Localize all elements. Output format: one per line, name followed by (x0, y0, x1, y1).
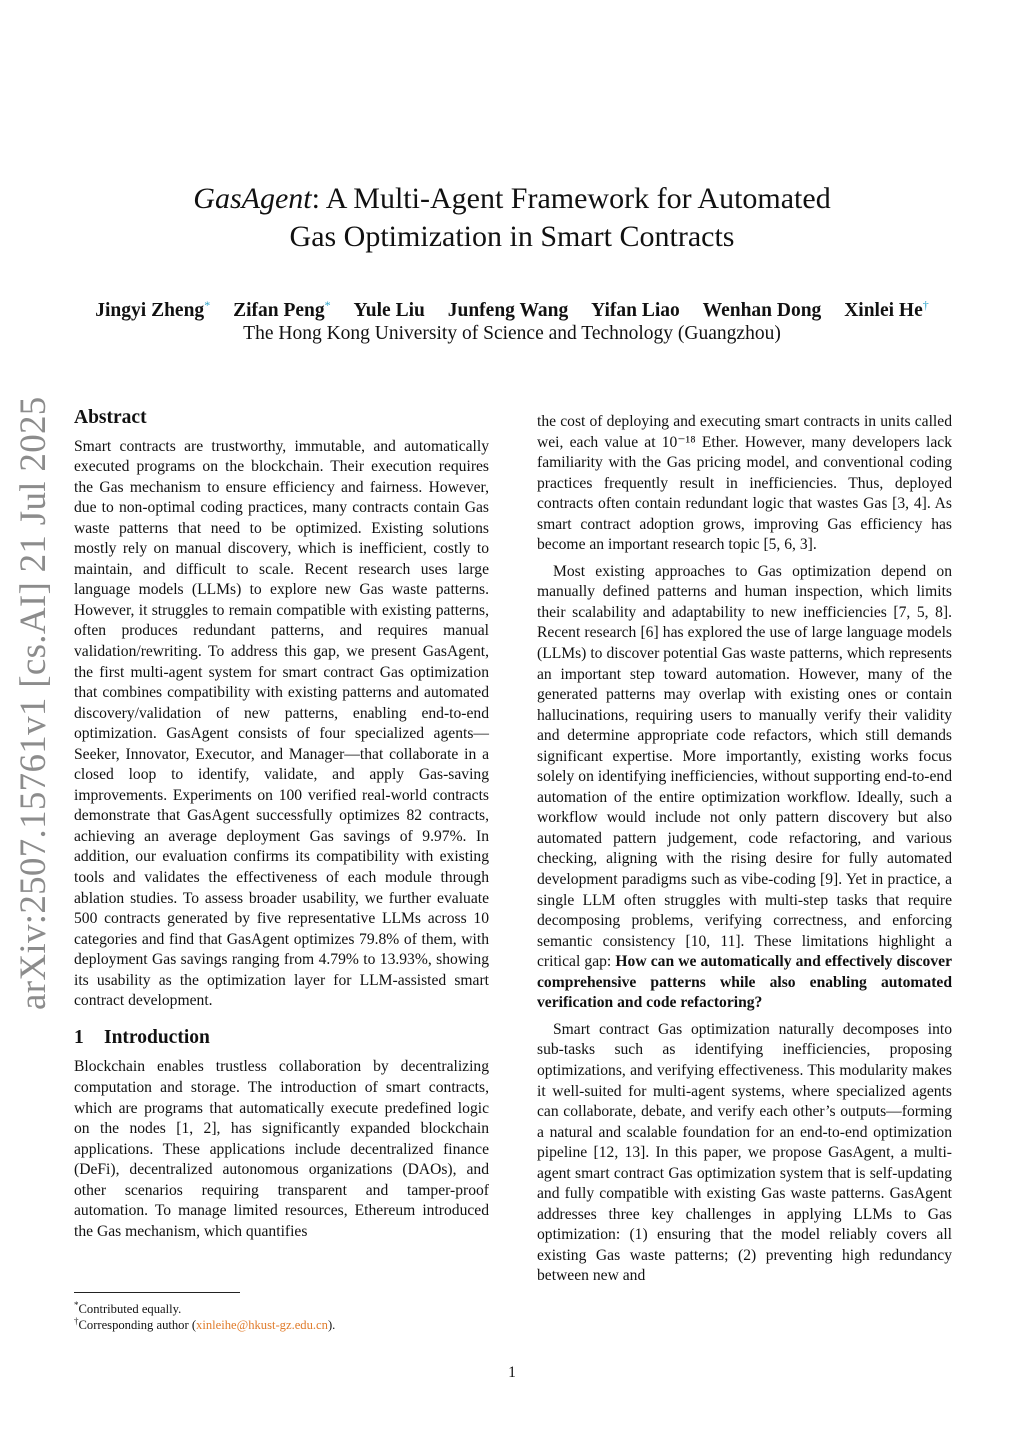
section-title: Introduction (104, 1026, 210, 1048)
section-heading-introduction (74, 1028, 489, 1049)
arxiv-stamp: arXiv:2507.15761v1 [cs.AI] 21 Jul 2025 (13, 396, 54, 1010)
intro-paragraph-3: Most existing approaches to Gas optimization depend on manually defined patterns and human inspection, which limits their scalability and adaptability to new inefficiencies [7, 5, 8]. Recent research [6] has explored the use of large language models (LLMs) to discover potential Gas waste patterns, which represents an important step toward automation. However, many of the generated patterns may overlap with existing ones or contain hallucinations, requiring users to manually verify their validity and determine appropriate code refactors, which still demands significant expertise. More importantly, existing works focus solely on identifying inefficiencies, without supporting end-to-end automation of the entire optimization workflow. Ideally, such a workflow would include not only pattern discovery but also automated pattern judgement, code refactoring, and various checking, aligning with the rising desire for fully automated development paradigms such as vibe-coding [9]. Yet in practice, a single LLM often struggles with multi-step tasks that require decomposing problems, verifying correctness, and enforcing semantic consistency [10, 11]. These limitations highlight a critical gap: How can we automatically and effectively discover comprehensive patterns while also enabling automated verification and code refactoring? (537, 562, 952, 1012)
affiliation: The Hong Kong University of Science and Technology (Guangzhou) (243, 323, 781, 344)
title-system-name: GasAgent (193, 182, 312, 215)
author-list (0, 298, 1024, 322)
title-line-2: Gas Optimization in Smart Contracts (289, 220, 735, 253)
page-number: 1 (508, 1364, 516, 1381)
email-link[interactable]: xinleihe@hkust-gz.edu.cn (196, 1318, 328, 1332)
research-question: How can we automatically and effectively discover comprehensive patterns while also enabling automated verification and code refactoring? (537, 953, 952, 1012)
right-column (537, 412, 952, 1287)
title-line-1: : A Multi-Agent Framework for Automated (311, 182, 831, 215)
author: Wenhan Dong (702, 300, 822, 321)
abstract-heading: Abstract (74, 407, 147, 428)
author: Yifan Liao (591, 300, 680, 321)
author: Yule Liu (353, 300, 425, 321)
author: Zifan Peng* (233, 298, 331, 321)
author: Junfeng Wang (447, 300, 569, 321)
intro-paragraph-1: Blockchain enables trustless collaboration by decentralizing computation and storage. The introduction of smart contracts, which are programs that automatically execute predefined logic on the nodes [1, 2], has significantly expanded blockchain applications. These applications include decentralized finance (DeFi), decentralized autonomous organizations (DAOs), and other scenarios requiring transparent and tamper-proof automation. To manage limited resources, Ethereum introduced the Gas mechanism, which quantifies (74, 1058, 489, 1240)
author: Jingyi Zheng* (95, 298, 211, 321)
paper-title (0, 180, 1024, 256)
intro-paragraph-2: the cost of deploying and executing smart contracts in units called wei, each value at 10⁻¹⁸ Ether. However, many developers lack familiarity with the Gas pricing model, and conventional coding practices frequently result in inefficiencies. Thus, deployed contracts often contain redundant logic that wastes Gas [3, 4]. As smart contract adoption grows, improving Gas efficiency has become an important research topic [5, 6, 3]. (537, 413, 952, 554)
footnote-corresponding-author: †Corresponding author (xinleihe@hkust-gz.edu.cn). (74, 1316, 336, 1332)
intro-paragraph-4: Smart contract Gas optimization naturally decomposes into sub-tasks such as identifying inefficiencies, proposing optimizations, and verifying effectiveness. This modularity makes it well-suited for multi-agent systems, where specialized agents can collaborate, debate, and verify each other’s outputs—forming a natural and scalable foundation for an end-to-end optimization pipeline [12, 13]. In this paper, we propose GasAgent, a multi-agent smart contract Gas optimization system that is self-updating and fully compatible with existing Gas waste patterns. GasAgent addresses three key challenges in applying LLMs to Gas optimization: (1) ensuring that the model reliably covers all existing Gas waste patterns; (2) preventing high redundancy between new and (537, 1020, 952, 1285)
abstract-text: Smart contracts are trustworthy, immutable, and automatically executed programs on the blockchain. Their execution requires the Gas mechanism to ensure efficiency and fairness. However, due to non-optimal coding practices, many contracts contain Gas waste patterns that need to be optimized. Existing solutions mostly rely on manual discovery, which is inefficient, costly to maintain, and difficult to scale. Recent research uses large language models (LLMs) to explore new Gas waste patterns. However, it struggles to remain compatible with existing patterns, often produces redundant patterns, and requires manual validation/rewriting. To address this gap, we present GasAgent, the first multi-agent system for smart contract Gas optimization that combines compatibility with existing patterns and automated discovery/validation of new patterns, enabling end-to-end optimization. GasAgent consists of four specialized agents—Seeker, Innovator, Executor, and Manager—that collaborate in a closed loop to identify, validate, and apply Gas-saving improvements. Experiments on 100 verified real-world contracts demonstrate that GasAgent successfully optimizes 82 contracts, achieving an average deployment Gas savings of 9.97%. In addition, our evaluation confirms its compatibility with existing tools and validates the effectiveness of each module through ablation studies. To assess broader usability, we further evaluate 500 contracts generated by five representative LLMs across 10 categories and find that GasAgent optimizes 79.8% of them, with deployment Gas savings ranging from 4.79% to 13.93%, showing its usability as the optimization layer for LLM-assisted smart contract development. (74, 437, 489, 1010)
left-column (74, 408, 489, 1242)
footnote-equal-contribution: *Contributed equally. (74, 1300, 182, 1316)
footnote-rule (74, 1292, 240, 1293)
author: Xinlei He† (844, 298, 929, 321)
section-number: 1 (74, 1026, 84, 1048)
